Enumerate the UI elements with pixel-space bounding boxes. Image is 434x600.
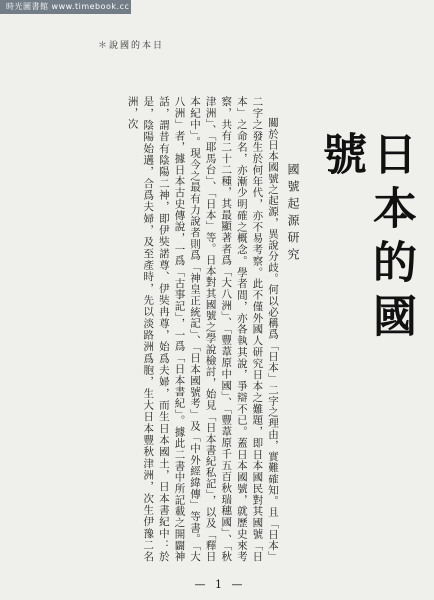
page-number: — 1 — [194, 578, 246, 591]
body-text: 關於日本國號之起源，異說分歧。何以必稱爲「日本」二字之理由，實難確知。且「日本」二字之發生於何年代，亦不易考察。此不僅外國人研究日本之難題，即日本國民對其國號「日本」之命名，亦漸少明確之概念。學者間，亦各執其說，爭辯不已。蓋日本國號，就歷史來考察，共有二十二種，其最顯著者爲「大八洲」、「豐葦原中國」、「豐葦原千五百秋瑞穗國」、「秋津洲」、「耶馬台」、「日本」等。日本對其國號之學說檢討，始見「日本書紀私記」，以及「釋日本紀中」。現今之最有力說者則爲「神皇正統記」、「日本國號考」及「中外經緯傳」等書。「大八洲」者，據日本古史傳說，一爲「古事記」，一爲「日本書紀」。據此二書中所記載之開闢神話，謂昔有陰陽二神，即伊奘諾尊、伊奘冉尊，始爲夫婦，而生日本國土，日本書紀中：於是，陰陽始遘，合爲夫婦，及至產時，先以淡路洲爲胞，生大日本豐秋津洲，次生伊豫二名洲，次 [126, 96, 279, 562]
site-watermark: 時光圖書館 www.timebook.cc [0, 0, 131, 14]
running-head: ＊說國的本日 [98, 41, 165, 51]
chapter-title: 日本的國號 [315, 131, 416, 347]
chapter-subtitle: 國號起源研究 [286, 163, 300, 265]
